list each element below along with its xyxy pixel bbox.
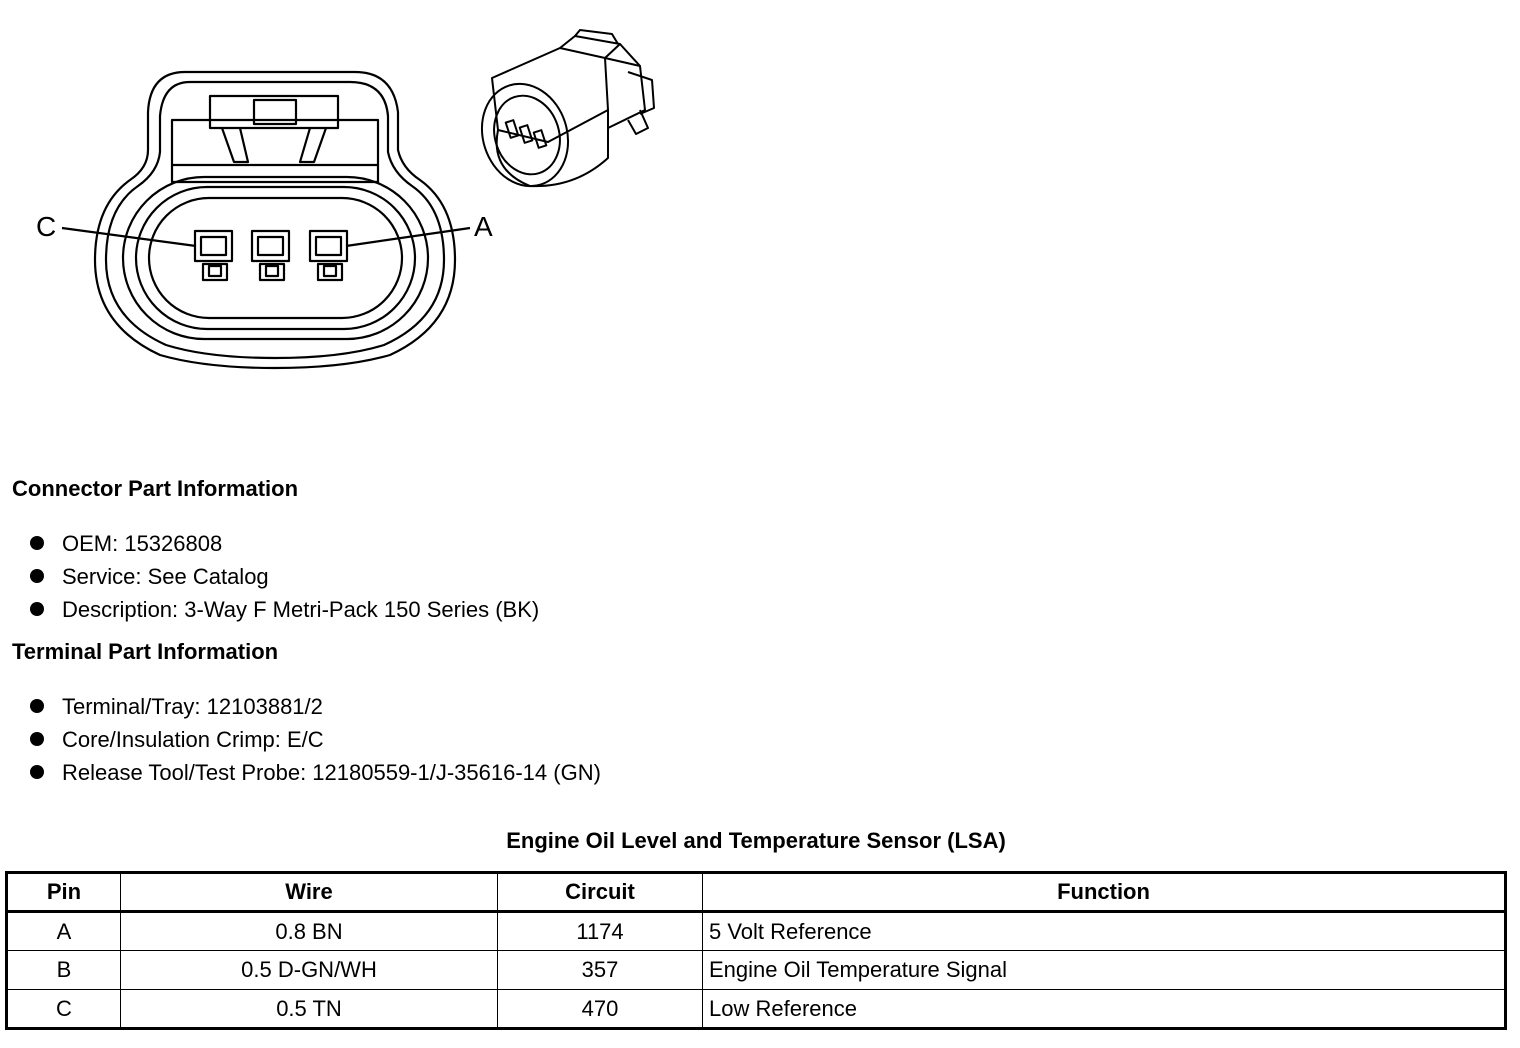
connector-diagram [0,0,700,420]
connector-iso-view [469,30,654,197]
terminal-part-info-title: Terminal Part Information [12,639,279,664]
header-pin: Pin [7,873,121,912]
leader-line-a [346,228,470,246]
connector-outer-outline [95,72,455,368]
pin-face-mid [136,187,415,329]
list-item: Core/Insulation Crimp: E/C [30,723,601,756]
list-item: Terminal/Tray: 12103881/2 [30,690,601,723]
cell-wire: 0.8 BN [121,912,498,951]
header-wire: Wire [121,873,498,912]
leader-line-c [62,228,196,246]
cell-circuit: 357 [498,951,703,990]
header-function: Function [703,873,1506,912]
bullet-icon [30,699,44,713]
cell-function: Low Reference [703,990,1506,1029]
latch-shroud [172,120,378,182]
list-item: Release Tool/Test Probe: 12180559-1/J-35616-14 (GN) [30,756,601,789]
terminal-part-info-list [30,690,601,789]
list-item: OEM: 15326808 [30,527,539,560]
pin-face-inner [149,198,402,318]
list-item: Service: See Catalog [30,560,539,593]
bullet-icon [30,536,44,550]
connector-part-info-title: Connector Part Information [12,476,299,501]
pin-label-c: C [36,211,57,242]
list-item: Description: 3-Way F Metri-Pack 150 Series (BK) [30,593,539,626]
table-caption: Engine Oil Level and Temperature Sensor (LSA) [506,828,1006,853]
bullet-icon [30,765,44,779]
cell-wire: 0.5 TN [121,990,498,1029]
cell-pin: C [7,990,121,1029]
bullet-icon [30,602,44,616]
bullet-icon [30,732,44,746]
pin-face-outer [123,177,428,339]
table-row [7,912,1506,951]
pinout-table [5,871,1507,1030]
cell-function: Engine Oil Temperature Signal [703,951,1506,990]
cell-circuit: 470 [498,990,703,1029]
header-circuit: Circuit [498,873,703,912]
latch-arm-right [300,128,326,162]
bullet-icon [30,569,44,583]
cell-circuit: 1174 [498,912,703,951]
cell-pin: B [7,951,121,990]
latch-arm-left [222,128,248,162]
pin-label-a: A [474,211,493,242]
cell-pin: A [7,912,121,951]
table-row [7,951,1506,990]
table-header-row [7,873,1506,912]
cell-wire: 0.5 D-GN/WH [121,951,498,990]
connector-part-info-list [30,527,539,626]
cell-function: 5 Volt Reference [703,912,1506,951]
table-row [7,990,1506,1029]
